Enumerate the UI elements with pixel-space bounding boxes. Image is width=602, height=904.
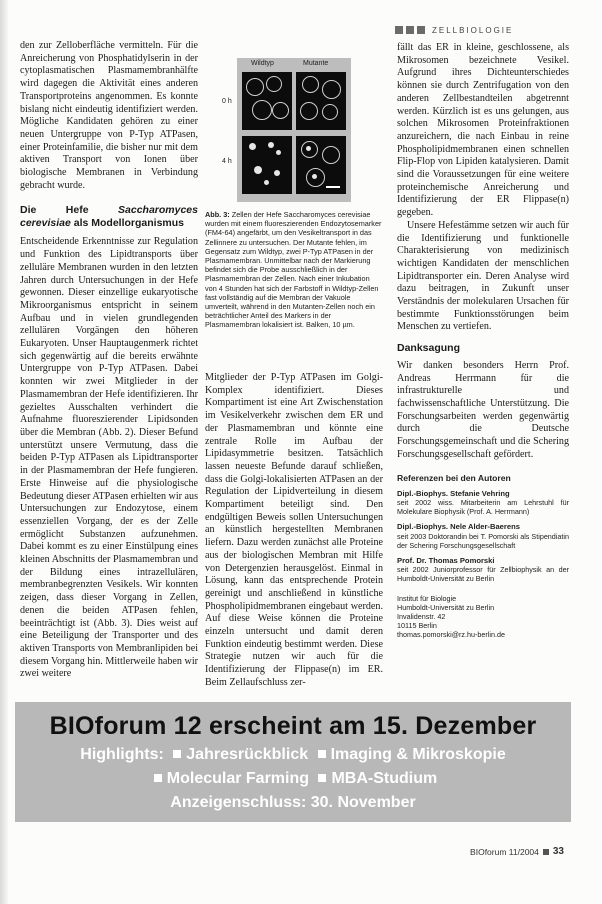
vacuole-dot <box>312 174 317 179</box>
vacuole-dot <box>249 143 256 150</box>
cell <box>272 102 289 119</box>
address-line: 10115 Berlin <box>397 621 437 631</box>
address-line: Invalidenstr. 42 <box>397 611 446 621</box>
cell <box>266 76 282 92</box>
author-name: Prof. Dr. Thomas Pomorski <box>397 555 495 565</box>
header-square-icon <box>395 26 403 34</box>
scan-edge <box>0 0 8 904</box>
figure-row-0h: 0 h <box>222 98 232 105</box>
page-number: 33 <box>552 846 564 857</box>
email-address: thomas.pomorski@rz.hu-berlin.de <box>397 630 505 640</box>
author-name: Dipl.-Biophys. Stefanie Vehring <box>397 488 510 498</box>
col3-paragraph-1: fällt das ER in kleine, geschlossene, als Mikrosomen bezeichnete Vesikel. Aufgrund ihres Dichteunterschiedes können sie durch Zentrifugation von den anderen Zellbestandteilen abgetrennt werden. Kürzlich ist es uns gelungen, aus solchen Mikrosomen Proteinfraktionen anzureichern, die nach Einbau in reine Phospholipidmembranen einen schnellen Flip-Flop von Lipiden katalysieren. Damit sind die Voraussetzungen für eine weitere proteinchemische Anreicherung und Identifizierung der ER Flippase(n) gegeben. <box>397 42 569 219</box>
acknowledgements-text: Wir danken besonders Herrn Prof. Andreas Herrmann für die infrastrukturelle und fachwissenschaftliche Unterstützung. Die Forschungsarbeiten werden gegenwärtig durch die Deutsche Forschungsgemeinschaft und die Schering Forschungsgesellschaft gefördert. <box>397 359 569 460</box>
column-3 <box>397 42 569 640</box>
banner-line-1 <box>15 746 571 764</box>
announcement-banner <box>15 702 571 822</box>
highlight-item: MBA-Studium <box>331 770 438 787</box>
figure-row-4h: 4 h <box>222 158 232 165</box>
col3-paragraph-2: Unsere Hefestämme setzen wir auch für die Identifizierung und funktionelle Charakterisierung von medizinisch wichtigen Kandidaten der menschlichen Lipidtransporter ein. Deren Analyse wird dazu beitragen, in Zukunft unser Verständnis der molekularen Ursachen für bestimmte Funktionsstörungen beim Menschen zu vertiefen. <box>397 219 569 333</box>
cell <box>246 78 264 96</box>
col1-paragraph-2: Entscheidende Erkenntnisse zur Regulation und Funktion des Lipidtransports über zelluläre Membranen wurden in den letzten Jahren durch Untersuchungen in der Hefe gewonnen. Dieser einzellige eukaryotische Mikroorganismus entspricht in seinem Aufbau und in vielen grundlegenden zellulären Vorgängen den höheren Eukaryoten. Unser Hauptaugenmerk richtet sich gegenwärtig auf die bereits erwähnte Untergruppe von P-Typ ATPasen. Dabei konnten wir zwei Mitglieder in der Plasmamembran der Hefe identifizieren. Ihr gezieltes Ausschalten verhindert die Aufnahme fluoreszierender Lipidsonden über die Membran (Abb. 2). Dieser Befund unterstützt unsere Vermutung, dass die beiden P-Typ ATPasen als Lipidtransporter in der Plasmamembran der Hefe fungieren. Erste Hinweise auf die physiologische Bedeutung dieser ATPasen erhielten wir aus Untersuchungen zur Endozytose, einem essenziellen Vorgang, der es der Zelle ermöglicht Substanzen aufzunehmen. Dabei kommt es zu einer Einstülpung eines kleinen Abschnitts der Plasmamembran und der Bildung eines intrazellulären, membranbegrenzten Vesikels. Wir konnten zeigen, dass dieser Vorgang in Zellen, denen die beiden ATPasen fehlen, beeinträchtigt ist (Abb. 3). Dies weist auf eine Beteiligung der Transporter und des aktiven Transports von Membranlipiden bei diesem Vorgang hin. Mittlerweile haben wir zwei weitere <box>20 236 198 680</box>
subheading-yeast: Die Hefe Saccharomyces cerevisiae als Modellorganismus <box>20 204 198 230</box>
references-heading: Referenzen bei den Autoren <box>397 472 511 483</box>
panel-wildtype-4h <box>242 136 292 194</box>
header-square-icon <box>417 26 425 34</box>
highlight-item: Jahresrückblick <box>186 746 309 763</box>
panel-mutant-0h <box>296 72 346 130</box>
col1-paragraph-1: den zur Zelloberfläche vermitteln. Für die Anreicherung von Phosphatidylserin in der cytoplasmatischen Plasmamembranhälfte wird dagegen die Aktivität eines anderen Transportproteins angenommen. Es konnte bislang nicht eindeutig identifiziert werden. Mögliche Kandidaten gehören zu einer neuen Untergruppe von P-Typ ATPasen, einer Proteinfamilie, die bisher nur mit dem aktiven Transport von Ionen über biologische Membranen in Verbindung gebracht wurde. <box>20 40 198 191</box>
bullet-square-icon <box>318 750 326 758</box>
address-line: Humboldt-Universität zu Berlin <box>397 602 495 612</box>
author-desc: seit 2002 Juniorprofessor für Zellbiophysik an der Humboldt-Universität zu Berlin <box>397 565 569 584</box>
vacuole-dot <box>274 170 280 176</box>
bullet-square-icon <box>318 774 326 782</box>
bullet-square-icon <box>173 750 181 758</box>
banner-title: BIOforum 12 erscheint am 15. Dezember <box>49 712 537 740</box>
cell <box>302 76 319 93</box>
highlight-item: Molecular Farming <box>166 770 310 787</box>
column-2 <box>205 372 383 690</box>
panel-mutant-4h <box>296 136 346 194</box>
section-header <box>395 24 575 36</box>
vacuole-dot <box>264 180 269 185</box>
references-block <box>397 474 569 640</box>
cell <box>322 80 341 99</box>
figure-micrograph <box>222 58 351 202</box>
figure-col-wildtype: Wildtyp <box>251 60 274 67</box>
vacuole-dot <box>306 146 311 151</box>
cell <box>322 104 338 120</box>
highlights-label: Highlights: <box>80 746 164 763</box>
banner-line-2 <box>15 770 571 788</box>
acknowledgements-heading: Danksagung <box>397 342 461 355</box>
footer-square-icon <box>543 849 549 855</box>
vacuole-dot <box>276 150 281 155</box>
author-name: Dipl.-Biophys. Nele Alder-Baerens <box>397 522 520 532</box>
journal-issue: BIOforum 11/2004 <box>470 846 539 857</box>
author-desc: seit 2002 wiss. Mitarbeiterin am Lehrstuhl für Molekulare Biophysik (Prof. A. Herrmann) <box>397 497 569 517</box>
page-footer <box>470 846 564 857</box>
cell <box>322 146 340 164</box>
highlight-item: Imaging & Mikroskopie <box>330 746 506 763</box>
banner-deadline: Anzeigenschluss: 30. November <box>170 794 416 811</box>
scale-bar <box>326 186 340 188</box>
author-desc: seit 2003 Doktorandin bei T. Pomorski als Stipendiatin der Schering Forschungsgesellschaft <box>397 531 569 550</box>
vacuole-dot <box>268 142 274 148</box>
address-line: Institut für Biologie <box>397 593 457 603</box>
panel-wildtype-0h <box>242 72 292 130</box>
header-square-icon <box>406 26 414 34</box>
bullet-square-icon <box>154 774 162 782</box>
section-label: ZELLBIOLOGIE <box>432 25 514 35</box>
address-block <box>397 594 569 640</box>
cell <box>252 100 272 120</box>
cell <box>300 102 318 120</box>
column-1 <box>20 40 198 681</box>
col2-paragraph-1: Mitglieder der P-Typ ATPasen im Golgi-Komplex identifiziert. Dieses Kompartiment ist eine Art Zwischenstation im Vesikelverkehr zwischen dem ER und der Plasmamembran und könnte eine zentrale Rolle im Aufbau der Lipidasymmetrie besitzen. Tatsächlich lassen neueste Befunde darauf schließen, dass die Golgi-lokalisierten ATPasen an der Regulation der Lipidverteilung in diesem Kompartiment beteiligt sind. Den endgültigen Beweis sollen Untersuchungen an künstlich hergestellten Membranen liefern. Dazu werden zunächst alle Proteine aus der biologischen Membran mit Hilfe von Detergenzien herausgelöst. Einmal in Lösung, kann das entsprechende Protein gereinigt und anschließend in künstliche Phospholipidmembranen eingebaut werden. Auf diese Weise können die Proteine einzeln untersucht und damit deren Funktion eindeutig bestimmt werden. Diese Strategie nutzen wir auch für die Identifizierung der Flippase(n) im ER. Beim Zellaufschluss zer- <box>205 372 383 688</box>
vacuole-dot <box>254 166 262 174</box>
figure-caption: Abb. 3: Zellen der Hefe Saccharomyces cerevisiae wurden mit einem fluoreszierenden Endozytosemarker (FM4-64) angefärbt, um den Vesikeltransport in das Zellinnere zu untersuchen. Der Mutante fehlen, im Gegensatz zum Wildtyp, zwei P-Typ ATPasen in der Plasmamembran. Unmittelbar nach der Markierung befindet sich die Probe ausschließlich in der Plasmamembran der Zellen. Nach einer Inkubation von 4 Stunden hat sich der Farbstoff in Wildtyp-Zellen fast vollständig auf die Membran der Vakuole umverteilt, während in den Mutanten-Zellen noch ein beträchtlicher Anteil des Markers in der Plasmamembran lokalisiert ist. Balken, 10 µm. <box>205 210 382 330</box>
figure-col-mutant: Mutante <box>303 60 329 67</box>
